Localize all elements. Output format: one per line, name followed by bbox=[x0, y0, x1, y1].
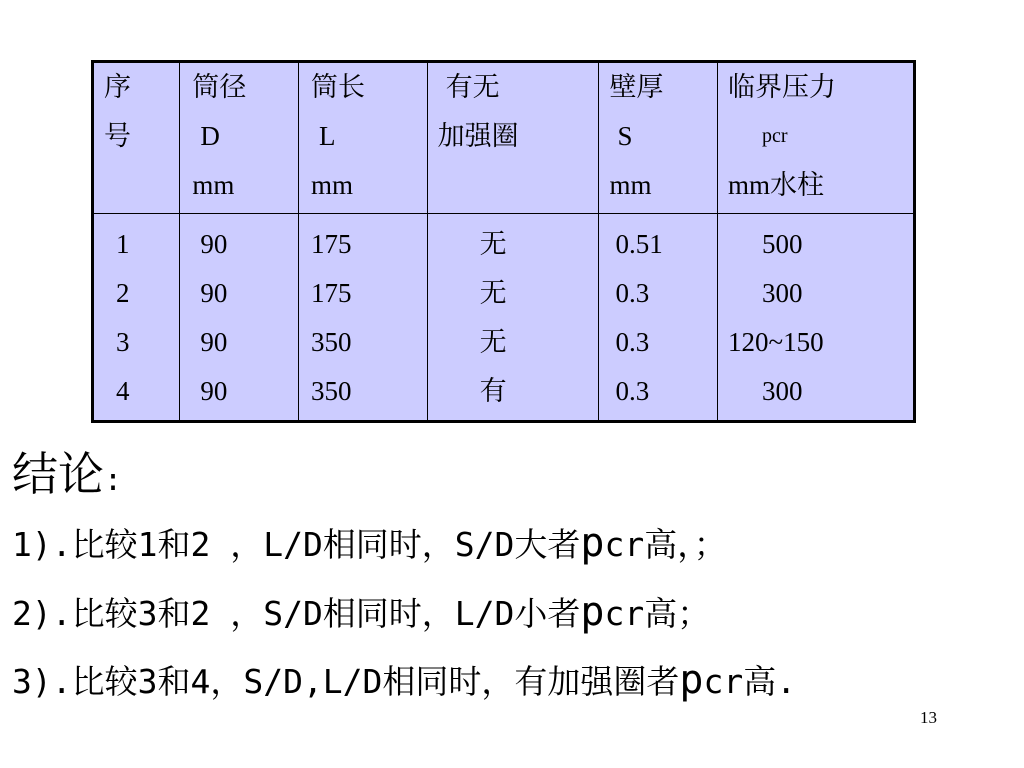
table-cell: 3 bbox=[116, 327, 130, 357]
column-stiffener bbox=[427, 214, 599, 422]
table-cell: 无 bbox=[479, 327, 507, 357]
header-text: mm bbox=[310, 170, 353, 200]
pcr-symbol-cr: cr bbox=[703, 662, 744, 701]
header-text: mm bbox=[609, 170, 652, 200]
table-cell: 300 bbox=[762, 376, 803, 406]
table-cell: 120~150 bbox=[728, 327, 824, 357]
table-cell: 0.3 bbox=[615, 278, 650, 308]
column-index bbox=[93, 214, 180, 422]
pcr-symbol-p: p bbox=[679, 657, 704, 703]
table-cell: 1 bbox=[116, 229, 130, 259]
header-text: 有无 bbox=[445, 72, 500, 102]
table-cell: 175 bbox=[310, 229, 352, 259]
header-text: 号 bbox=[104, 121, 131, 151]
table-cell: 350 bbox=[310, 376, 352, 406]
table-cell: 无 bbox=[479, 229, 507, 259]
conclusion-text-end: 高，； bbox=[644, 525, 727, 564]
conclusion-text: 1).比较1和2 ，L/D相同时，S/D大者 bbox=[12, 525, 581, 564]
conclusion-text-end: 高； bbox=[644, 594, 711, 633]
header-text: 加强圈 bbox=[437, 121, 519, 151]
header-cell-stiffener bbox=[427, 62, 599, 214]
header-cell-length bbox=[298, 62, 427, 214]
column-diameter bbox=[180, 214, 299, 422]
column-critical-pressure bbox=[718, 214, 915, 422]
header-text: mm bbox=[192, 170, 235, 200]
table-cell: 90 bbox=[200, 229, 228, 259]
pcr-symbol-cr: cr bbox=[604, 525, 645, 564]
header-text: pcr bbox=[762, 125, 788, 147]
header-text: 筒径 bbox=[192, 72, 247, 102]
data-table bbox=[91, 60, 916, 423]
table-cell: 350 bbox=[310, 327, 352, 357]
pcr-symbol-cr: cr bbox=[604, 594, 645, 633]
conclusion-item-2 bbox=[12, 588, 710, 638]
table-cell: 0.51 bbox=[615, 229, 663, 259]
header-text: 临界压力 bbox=[728, 72, 836, 102]
table-cell: 无 bbox=[479, 278, 507, 308]
conclusion-title-colon: : bbox=[104, 463, 123, 498]
conclusion-text: 2).比较3和2 ，S/D相同时，L/D小者 bbox=[12, 594, 581, 633]
header-text: 序 bbox=[104, 72, 131, 102]
conclusion-title-text: 结论 bbox=[12, 447, 104, 501]
header-text: 壁厚 bbox=[609, 72, 664, 102]
table-cell: 90 bbox=[200, 376, 228, 406]
column-length bbox=[298, 214, 427, 422]
column-thickness bbox=[599, 214, 718, 422]
table-body-row bbox=[93, 214, 915, 422]
table-cell: 90 bbox=[200, 327, 228, 357]
table-cell: 4 bbox=[116, 376, 130, 406]
table-cell: 175 bbox=[310, 278, 352, 308]
pcr-symbol-p: p bbox=[580, 589, 605, 635]
header-text: L bbox=[318, 121, 336, 151]
header-cell-thickness bbox=[599, 62, 718, 214]
table-cell: 300 bbox=[762, 278, 803, 308]
header-text: 筒长 bbox=[310, 72, 365, 102]
header-text: mm水柱 bbox=[728, 170, 825, 200]
header-text: D bbox=[200, 121, 220, 151]
page-number: 13 bbox=[920, 708, 937, 727]
conclusion-heading bbox=[12, 444, 122, 511]
pcr-symbol-p: p bbox=[580, 520, 605, 566]
table-header-row bbox=[93, 62, 915, 214]
header-cell-diameter bbox=[180, 62, 299, 214]
conclusion-item-3 bbox=[12, 656, 796, 706]
conclusion-text: 3).比较3和4，S/D,L/D相同时，有加强圈者 bbox=[12, 662, 680, 701]
header-text: S bbox=[617, 121, 633, 151]
table-cell: 有 bbox=[479, 376, 507, 406]
conclusion-text-end: 高. bbox=[743, 662, 797, 701]
table-cell: 90 bbox=[200, 278, 228, 308]
header-cell-index bbox=[93, 62, 180, 214]
table-cell: 0.3 bbox=[615, 376, 650, 406]
table-cell: 0.3 bbox=[615, 327, 650, 357]
table-cell: 2 bbox=[116, 278, 130, 308]
table-cell: 500 bbox=[762, 229, 803, 259]
conclusion-item-1 bbox=[12, 519, 727, 569]
header-cell-critical-pressure bbox=[718, 62, 915, 214]
